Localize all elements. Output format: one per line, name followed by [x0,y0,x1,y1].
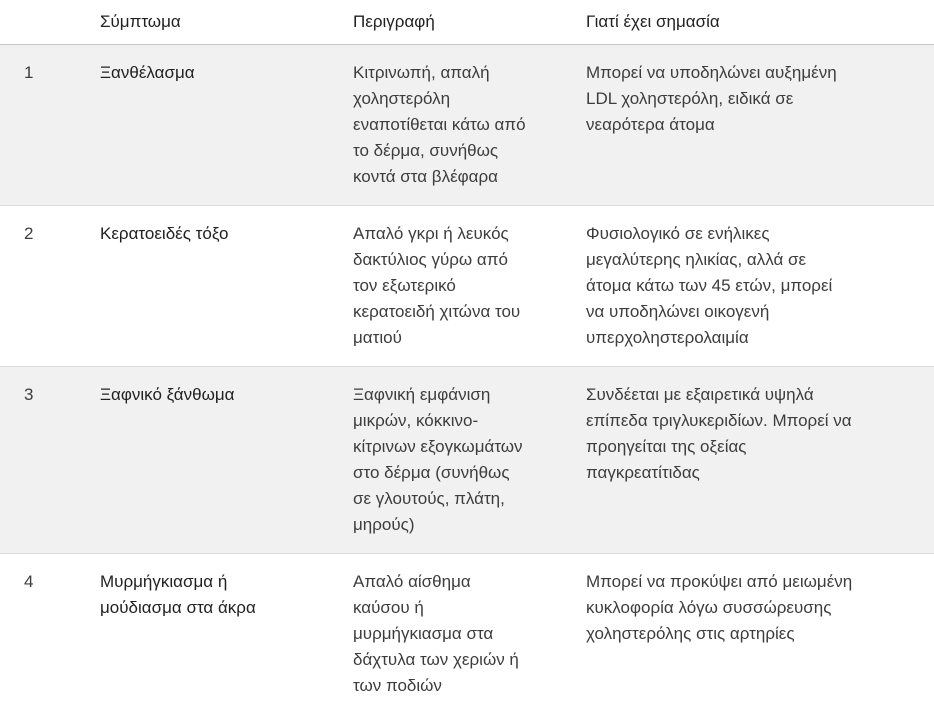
row-number: 3 [24,385,34,404]
description-cell: Απαλό γκρι ή λευκός δακτύλιος γύρω από τον εξωτερικό κερατοειδή χιτώνα του ματιού [353,224,521,347]
row-number: 1 [24,63,34,82]
column-header-index [0,0,76,45]
table-row [0,554,934,715]
symptom-cell: Ξανθέλασμα [100,63,195,82]
symptom-cell: Κερατοειδές τόξο [100,224,229,243]
description-cell: Κιτρινωπή, απαλή χοληστερόλη εναποτίθεται κάτω από το δέρμα, συνήθως κοντά στα βλέφαρα [353,63,526,186]
table-header-row [0,0,934,45]
significance-cell: Συνδέεται με εξαιρετικά υψηλά επίπεδα τριγλυκεριδίων. Μπορεί να προηγείται της οξείας παγκρεατίτιδας [586,385,852,482]
description-cell: Ξαφνική εμφάνιση μικρών, κόκκινο-κίτρινων εξογκωμάτων στο δέρμα (συνήθως σε γλουτούς, πλάτη, μηρούς) [353,385,523,534]
column-header-symptom: Σύμπτωμα [76,0,329,45]
column-header-significance: Γιατί έχει σημασία [562,0,934,45]
symptom-cell: Ξαφνικό ξάνθωμα [100,385,235,404]
description-cell: Απαλό αίσθημα καύσου ή μυρμήγκιασμα στα δάχτυλα των χεριών ή των ποδιών [353,572,519,695]
symptom-cell: Μυρμήγκιασμα ή μούδιασμα στα άκρα [100,572,256,617]
row-number: 4 [24,572,34,591]
significance-cell: Μπορεί να υποδηλώνει αυξημένη LDL χοληστερόλη, ειδικά σε νεαρότερα άτομα [586,63,837,134]
row-number: 2 [24,224,34,243]
column-header-description: Περιγραφή [329,0,562,45]
table-row [0,206,934,367]
table-row [0,367,934,554]
table-row [0,45,934,206]
table-body [0,45,934,715]
significance-cell: Μπορεί να προκύψει από μειωμένη κυκλοφορία λόγω συσσώρευσης χοληστερόλης στις αρτηρίες [586,572,853,643]
significance-cell: Φυσιολογικό σε ενήλικες μεγαλύτερης ηλικίας, αλλά σε άτομα κάτω των 45 ετών, μπορεί να υποδηλώνει οικογενή υπερχοληστερολαιμία [586,224,833,347]
